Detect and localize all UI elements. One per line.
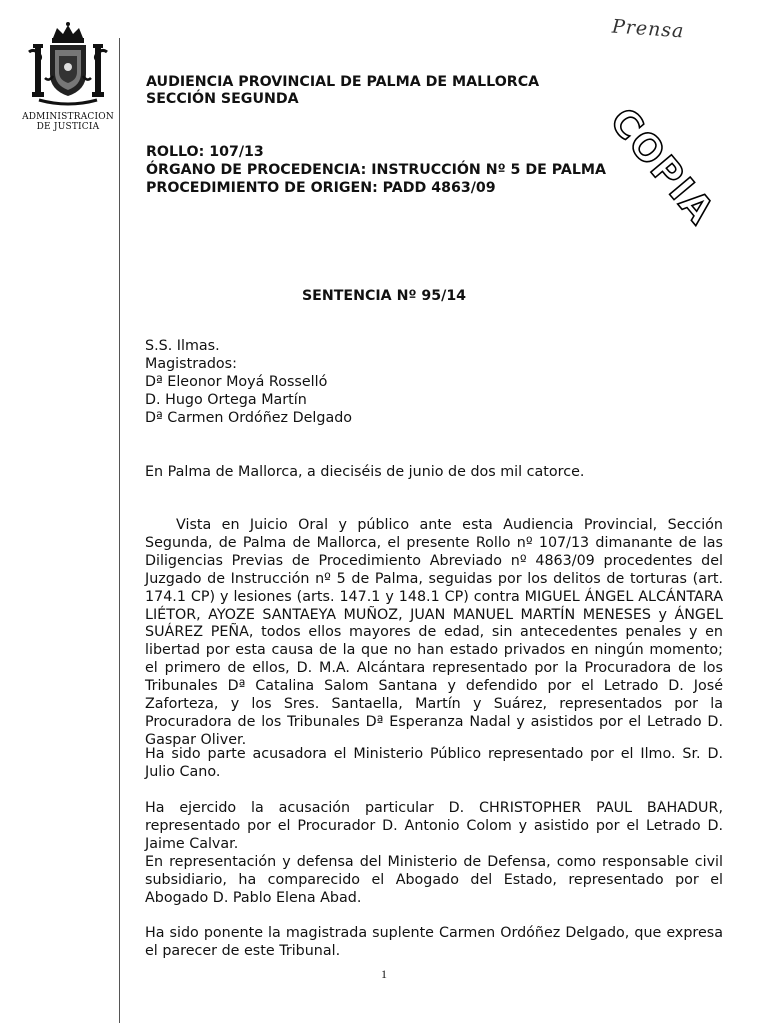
magistrates-label: Magistrados:: [145, 356, 237, 372]
emblem-caption: [18, 112, 118, 132]
date-line: En Palma de Mallorca, a dieciséis de junio de dos mil catorce.: [145, 464, 585, 480]
rollo-number: ROLLO: 107/13: [146, 144, 264, 160]
ministerio-paragraph: Ha sido parte acusadora el Ministerio Público representado por el Ilmo. Sr. D. Julio Cano.: [145, 746, 723, 780]
copy-stamp: COPIA: [601, 99, 724, 234]
magistrate-name: Dª Carmen Ordóñez Delgado: [145, 410, 353, 426]
sentence-title: SENTENCIA Nº 95/14: [301, 288, 467, 304]
magistrate-name: D. Hugo Ortega Martín: [145, 392, 307, 408]
margin-divider: [119, 38, 120, 1023]
acusacion-paragraph: Ha ejercido la acusación particular D. CHRISTOPHER PAUL BAHADUR, representado por el Procurador D. Antonio Colom y asistido por el Letrado D. Jaime Calvar.: [145, 800, 723, 852]
magistrate-name: Dª Eleonor Moyá Rosselló: [145, 374, 328, 390]
coat-of-arms-icon: [25, 22, 111, 110]
magistrates-heading: S.S. Ilmas.: [145, 338, 220, 354]
court-name: AUDIENCIA PROVINCIAL DE PALMA DE MALLORCA: [146, 74, 540, 90]
procedimiento-origen: PROCEDIMIENTO DE ORIGEN: PADD 4863/09: [146, 180, 496, 196]
page-number: 1: [381, 967, 387, 981]
court-section: SECCIÓN SEGUNDA: [146, 91, 299, 107]
handwritten-note: Prensa: [611, 15, 686, 43]
defensa-paragraph: En representación y defensa del Ministerio de Defensa, como responsable civil subsidiario, ha comparecido el Abogado del Estado, representado por el Abogado D. Pablo Elena Abad.: [145, 854, 723, 906]
vista-paragraph: Vista en Juicio Oral y público ante esta Audiencia Provincial, Sección Segunda, de Palma de Mallorca, el presente Rollo nº 107/13 dimanante de las Diligencias Previas de Procedimiento Abreviado nº 4863/09 procedentes del Juzgado de Instrucción nº 5 de Palma, seguidas por los delitos de torturas (art. 174.1 CP) y lesiones (arts. 147.1 y 148.1 CP) contra MIGUEL ÁNGEL ALCÁNTARA LIÉTOR, AYOZE SANTAEYA MUÑOZ, JUAN MANUEL MARTÍN MENESES y ÁNGEL SUÁREZ PEÑA, todos ellos mayores de edad, sin antecedentes penales y en libertad por esta causa de la que no han estado privados en ningún momento; el primero de ellos, D. M.A. Alcántara representado por la Procuradora de los Tribunales Dª Catalina Salom Santana y defendido por el Letrado D. José Zaforteza, y los Sres. Santaella, Martín y Suárez, representados por la Procuradora de los Tribunales Dª Esperanza Nadal y asistidos por el Letrado D. Gaspar Oliver.: [145, 517, 723, 748]
emblem-caption-line1: ADMINISTRACION: [22, 112, 114, 122]
magistrates-block: [145, 337, 723, 427]
emblem-caption-line2: DE JUSTICIA: [36, 122, 100, 132]
ponente-paragraph: Ha sido ponente la magistrada suplente Carmen Ordóñez Delgado, que expresa el parecer de este Tribunal.: [145, 925, 723, 959]
coat-of-arms: [18, 22, 112, 142]
organo-procedencia: ÓRGANO DE PROCEDENCIA: INSTRUCCIÓN Nº 5 DE PALMA: [146, 162, 606, 178]
